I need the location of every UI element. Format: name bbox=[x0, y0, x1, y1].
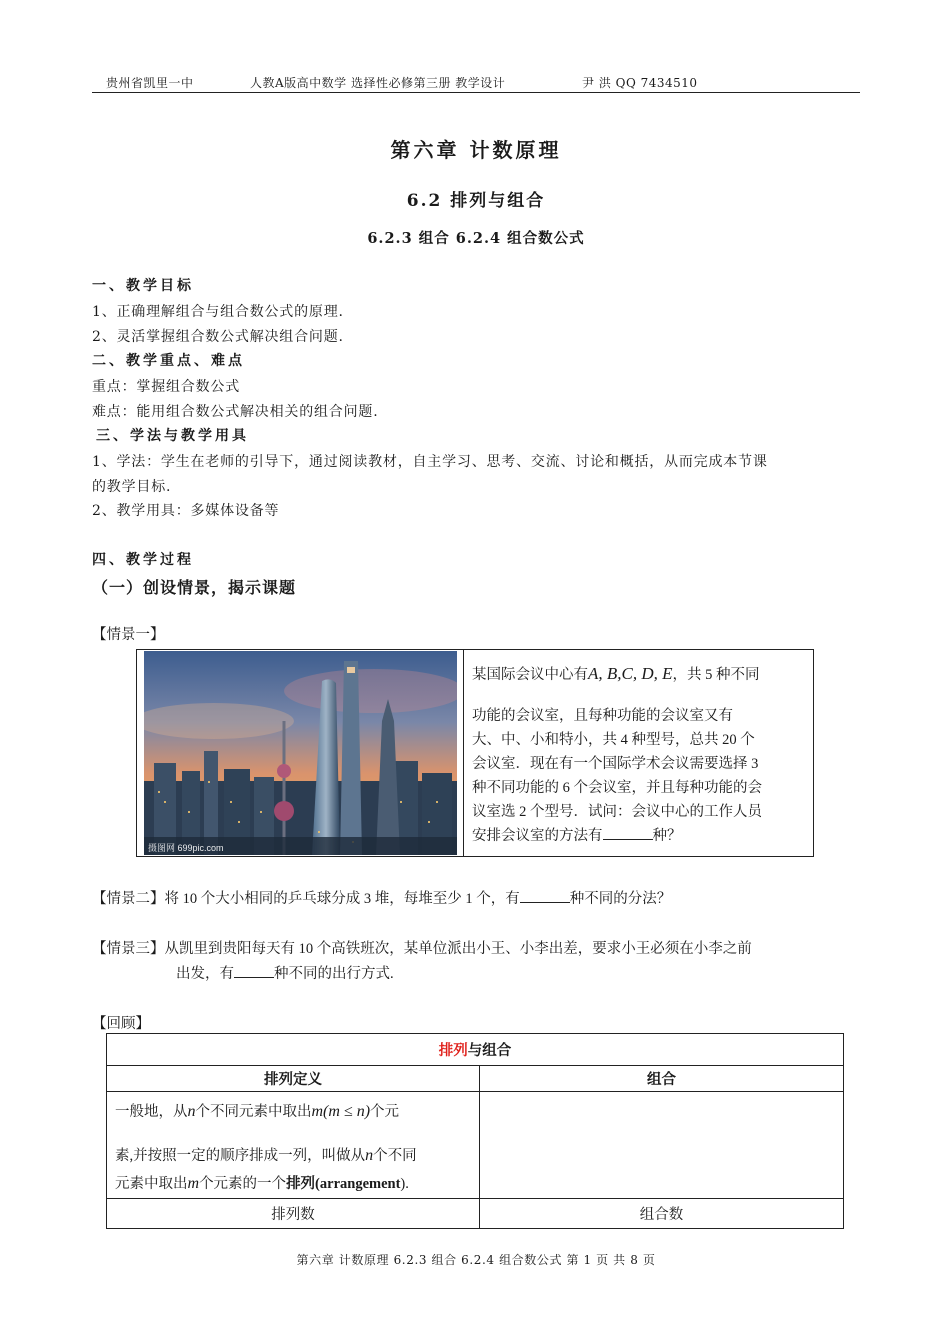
scene-2: 【情景二】将 10 个大小相同的乒乓球分成 3 堆，每堆至少 1 个，有 种不同的分法？ bbox=[92, 887, 671, 908]
scene-2-label: 【情景二】 bbox=[92, 891, 165, 907]
scene-3-label: 【情景三】 bbox=[92, 941, 165, 957]
image-watermark: 摄图网 699pic.com bbox=[148, 843, 224, 853]
header-rule bbox=[92, 92, 860, 93]
header-arrangement-definition: 排列定义 bbox=[107, 1066, 480, 1092]
answer-blank[interactable] bbox=[520, 888, 570, 903]
review-table-title: 排列与组合 bbox=[107, 1034, 844, 1066]
scene-1-line-7: 安排会议室的方法有 种？ bbox=[472, 824, 808, 848]
process-part-1: （一）创设情景，揭示课题 bbox=[92, 578, 297, 597]
scene-3-line-1: 【情景三】从凯里到贵阳每天有 10 个高铁班次，某单位派出小王、小李出差，要求小王必须在小李之前 bbox=[92, 941, 752, 957]
difficult-point: 难点：能用组合数公式解决相关的组合问题. bbox=[92, 404, 379, 420]
scene-1-divider bbox=[463, 649, 464, 857]
city-skyline-image bbox=[144, 651, 457, 855]
combination-definition-cell[interactable] bbox=[480, 1092, 844, 1199]
header-course: 人教A版高中数学 选择性必修第三册 教学设计 bbox=[250, 76, 506, 90]
goal-item-2: 2、灵活掌握组合数公式解决组合问题. bbox=[92, 329, 344, 345]
process-heading: 四、教学过程 bbox=[92, 552, 194, 568]
scene-1-line-1: 某国际会议中心有A, B,C, D, E，共 5 种不同 bbox=[472, 664, 760, 683]
chapter-title: 第六章 计数原理 bbox=[390, 138, 562, 162]
page-footer: 第六章 计数原理 6.2.3 组合 6.2.4 组合数公式 第 1 页 共 8 页 bbox=[296, 1253, 656, 1267]
goals-heading: 一、教学目标 bbox=[92, 278, 194, 294]
goal-item-1: 1、正确理解组合与组合数公式的原理. bbox=[92, 304, 344, 320]
scene-1-line-2: 功能的会议室，且每种功能的会议室又有 bbox=[472, 708, 733, 724]
page-header bbox=[92, 74, 860, 92]
scene-1-line-5: 种不同功能的 6 个会议室，并且每种功能的会 bbox=[472, 780, 762, 796]
header-school: 贵州省凯里一中 bbox=[106, 76, 194, 90]
review-table bbox=[106, 1033, 844, 1229]
section-title: 6.2 排列与组合 bbox=[406, 191, 546, 211]
key-points-heading: 二、教学重点、难点 bbox=[92, 353, 245, 369]
combination-count-cell: 组合数 bbox=[480, 1199, 844, 1229]
header-author: 尹 洪 QQ 7434510 bbox=[582, 76, 698, 90]
scene-1-label: 【情景一】 bbox=[92, 627, 165, 643]
study-method-line-2: 的教学目标. bbox=[92, 479, 172, 495]
arrangement-count-cell: 排列数 bbox=[107, 1199, 480, 1229]
scene-1-line-3: 大、中、小和特小，共 4 种型号，总共 20 个 bbox=[472, 732, 755, 748]
study-method-line-1: 1、学法：学生在老师的引导下，通过阅读教材，自主学习、思考、交流、讨论和概括，从而完成本节课 bbox=[92, 454, 768, 470]
key-point: 重点：掌握组合数公式 bbox=[92, 379, 240, 395]
subsection-title: 6.2.3 组合 6.2.4 组合数公式 bbox=[367, 230, 585, 247]
header-combination: 组合 bbox=[480, 1066, 844, 1092]
title-red-part: 排列 bbox=[438, 1043, 468, 1059]
answer-blank[interactable] bbox=[234, 963, 274, 978]
scene-3-line-2: 出发，有 种不同的出行方式. bbox=[176, 962, 394, 983]
scene-1-line-6: 议室选 2 个型号．试问：会议中心的工作人员 bbox=[472, 804, 762, 820]
scene-1-text bbox=[472, 656, 808, 848]
answer-blank[interactable] bbox=[603, 825, 653, 840]
arrangement-definition-cell: 一般地，从n个不同元素中取出m(m ≤ n)个元 素,并按照一定的顺序排成一列，叫做从n个不同 元素中取出m个元素的一个排列(arrangement). bbox=[107, 1092, 480, 1199]
room-letters: A, B,C, D, E bbox=[588, 664, 673, 683]
review-label: 【回顾】 bbox=[92, 1016, 150, 1032]
teaching-tools: 2、教学用具：多媒体设备等 bbox=[92, 503, 280, 519]
scene-1-line-4: 会议室．现在有一个国际学术会议需要选择 3 bbox=[472, 756, 759, 772]
methods-heading: 三、学法与教学用具 bbox=[96, 428, 249, 444]
